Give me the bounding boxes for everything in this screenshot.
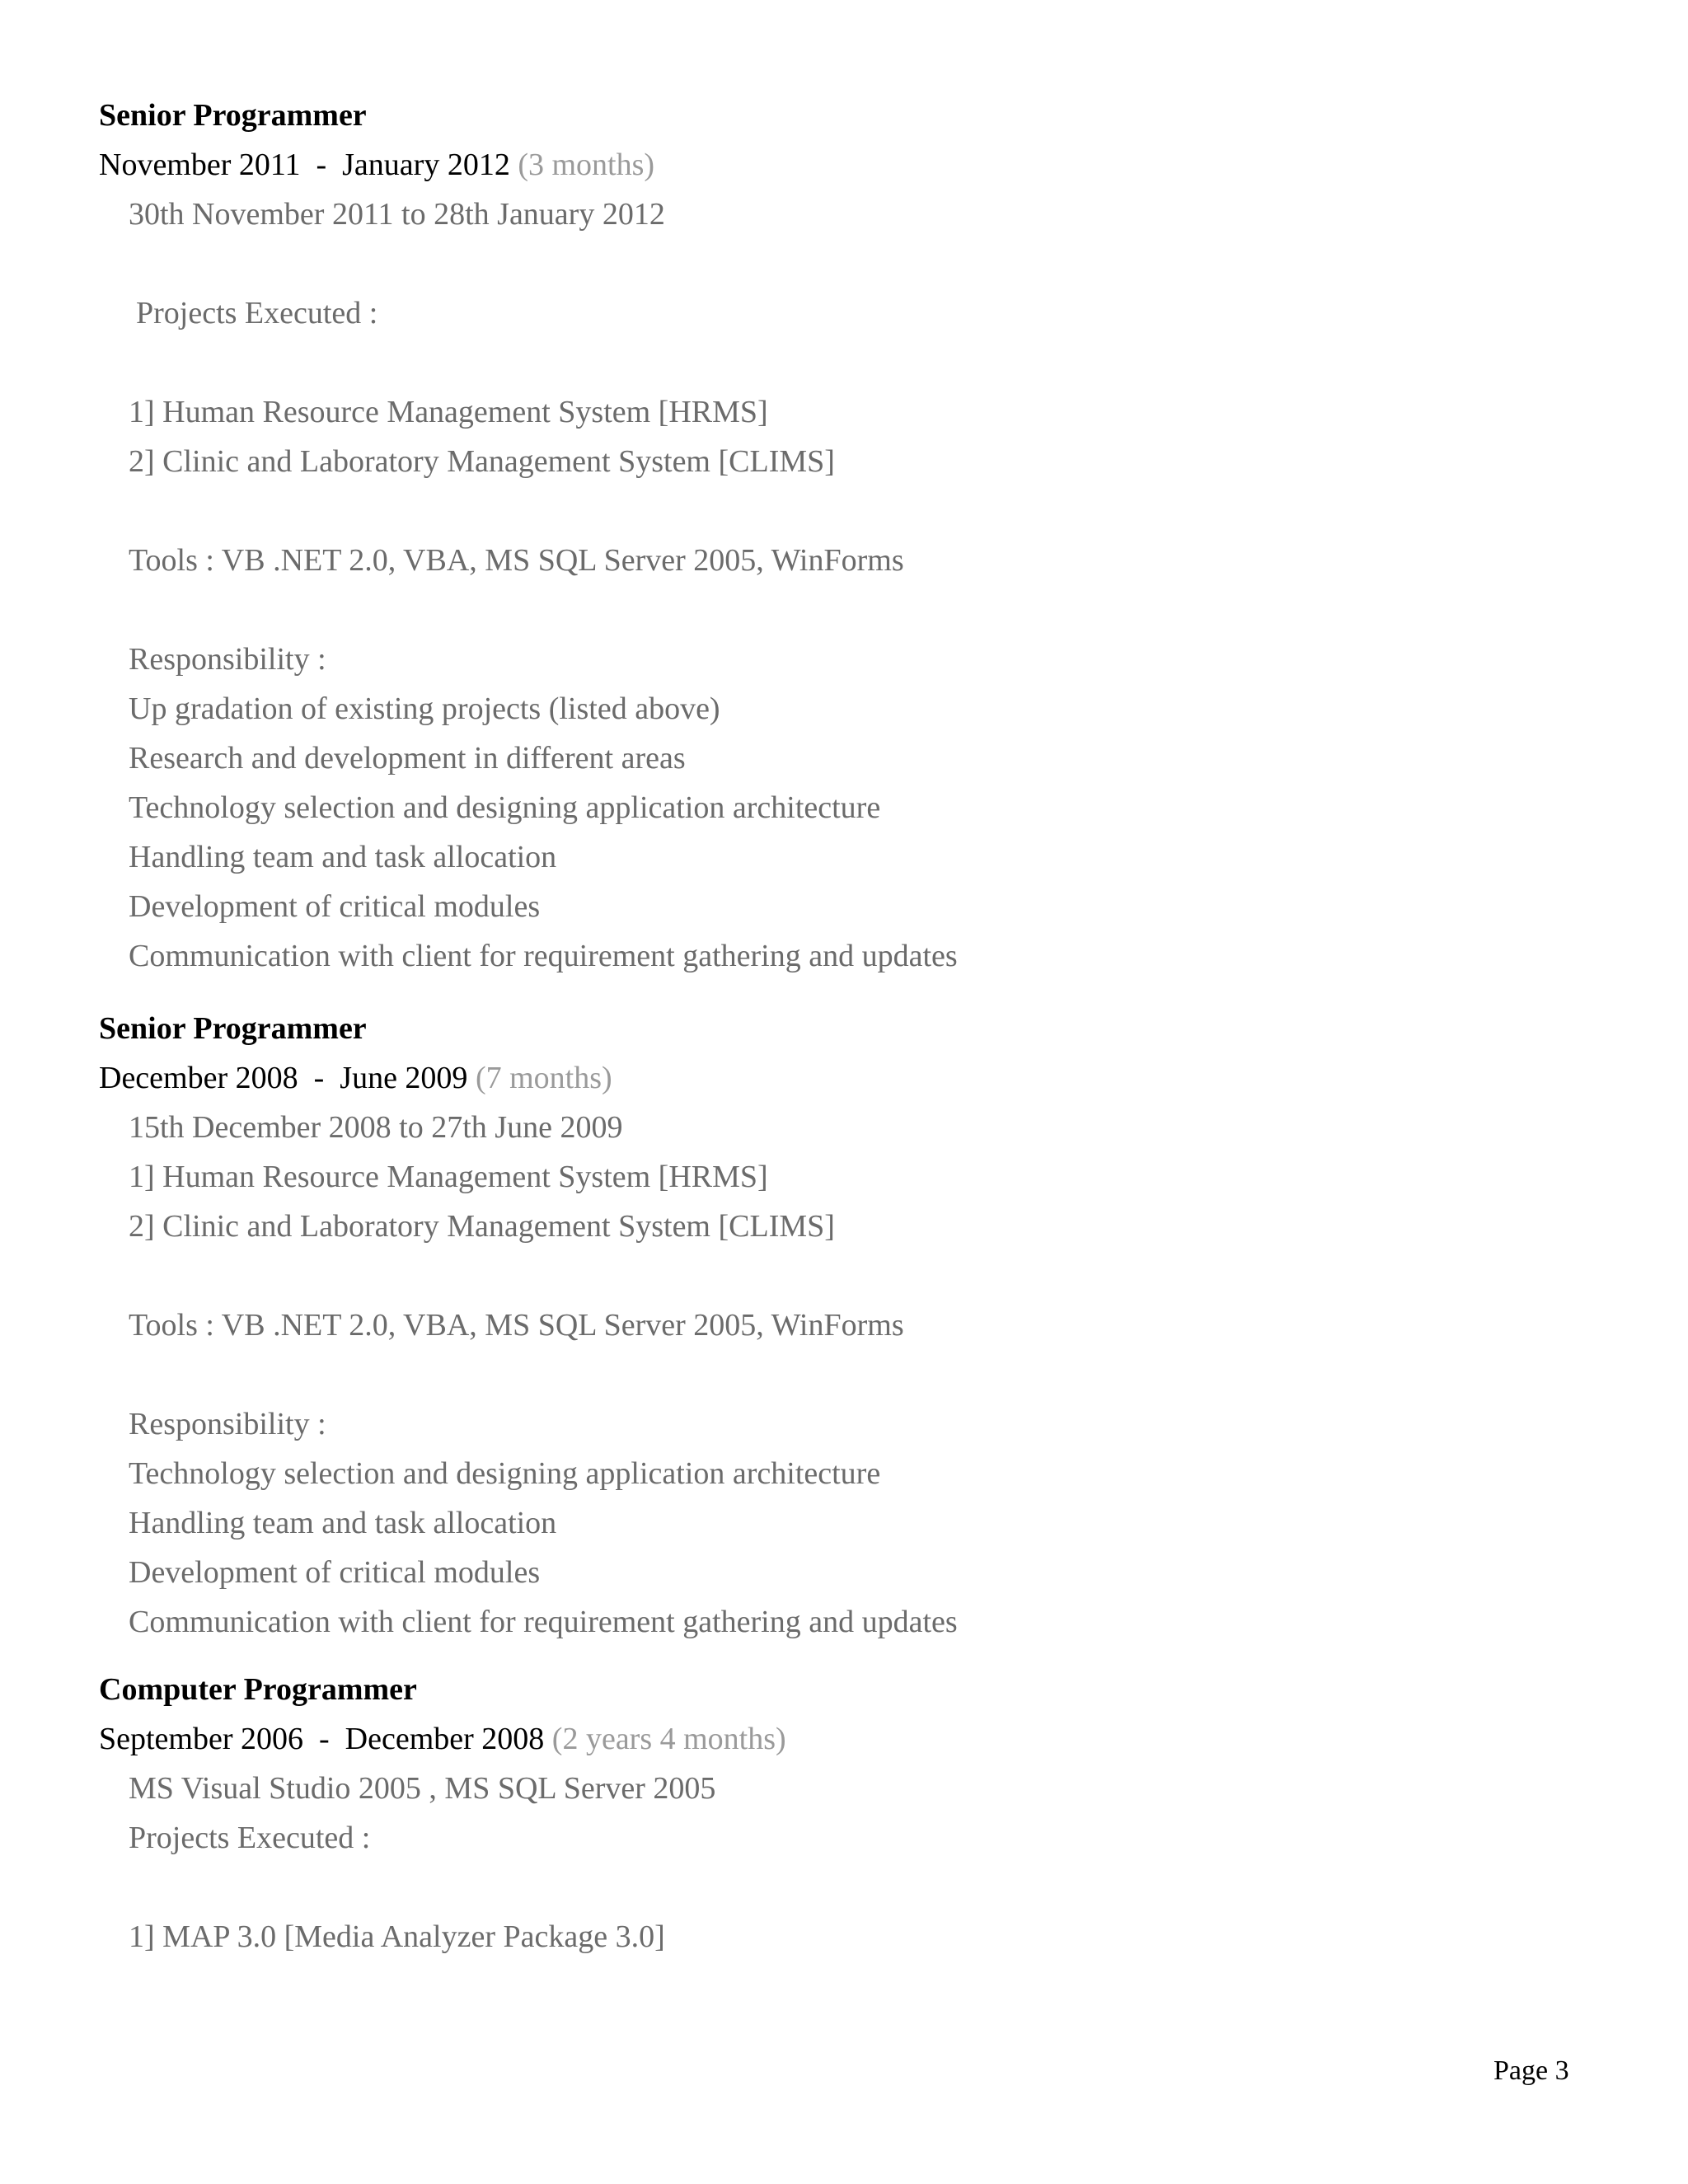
- responsibility-item: Development of critical modules: [129, 889, 541, 924]
- projects-heading: Projects Executed :: [136, 296, 378, 330]
- tools-line: Tools : VB .NET 2.0, VBA, MS SQL Server 2005, WinForms: [129, 1308, 904, 1343]
- responsibility-item: Up gradation of existing projects (listed above): [129, 691, 720, 726]
- responsibility-item: Communication with client for requirement gathering and updates: [129, 1605, 958, 1639]
- responsibility-item: Research and development in different areas: [129, 741, 686, 776]
- responsibility-heading: Responsibility :: [129, 642, 326, 677]
- job-start-date: December 2008: [99, 1061, 298, 1095]
- responsibility-heading: Responsibility :: [129, 1407, 326, 1441]
- blank-line: [99, 1863, 1582, 1912]
- date-separator: -: [319, 1722, 330, 1756]
- projects-heading: Projects Executed :: [129, 1821, 371, 1855]
- job-end-date: December 2008: [345, 1722, 545, 1756]
- project-item: 1] Human Resource Management System [HRMS]: [129, 395, 768, 429]
- date-separator: -: [316, 148, 327, 182]
- job-duration: (2 years 4 months): [551, 1722, 786, 1756]
- job-end-date: January 2012: [342, 148, 510, 182]
- job-duration: (3 months): [518, 148, 655, 182]
- blank-line: [99, 1350, 1582, 1399]
- blank-line: [99, 486, 1582, 536]
- job-start-date: September 2006: [99, 1722, 304, 1756]
- responsibility-item: Communication with client for requirement gathering and updates: [129, 939, 958, 973]
- job-entry: [99, 91, 1582, 981]
- date-separator: -: [313, 1061, 325, 1095]
- blank-line: [99, 585, 1582, 635]
- job-end-date: June 2009: [340, 1061, 468, 1095]
- page-number: Page 3: [1493, 2055, 1569, 2086]
- blank-line: [99, 239, 1582, 288]
- responsibility-item: Handling team and task allocation: [129, 1506, 557, 1540]
- project-item: 1] MAP 3.0 [Media Analyzer Package 3.0]: [129, 1919, 665, 1954]
- responsibility-item: Technology selection and designing application architecture: [129, 790, 881, 825]
- job-entry: [99, 1665, 1582, 1961]
- job-start-date: November 2011: [99, 148, 301, 182]
- job-date-range: [99, 1714, 1582, 1764]
- job-environment: MS Visual Studio 2005 , MS SQL Server 2005: [129, 1771, 716, 1806]
- blank-line: [99, 338, 1582, 387]
- job-title: Computer Programmer: [99, 1672, 417, 1707]
- responsibility-item: Technology selection and designing application architecture: [129, 1456, 881, 1491]
- job-duration: (7 months): [475, 1061, 612, 1095]
- project-item: 1] Human Resource Management System [HRMS]: [129, 1160, 768, 1194]
- job-date-range: [99, 1053, 1582, 1103]
- job-exact-dates: 30th November 2011 to 28th January 2012: [129, 197, 665, 232]
- job-exact-dates: 15th December 2008 to 27th June 2009: [129, 1110, 623, 1145]
- responsibility-item: Handling team and task allocation: [129, 840, 557, 874]
- job-title: Senior Programmer: [99, 1011, 367, 1046]
- project-item: 2] Clinic and Laboratory Management System [CLIMS]: [129, 444, 835, 479]
- project-item: 2] Clinic and Laboratory Management System [CLIMS]: [129, 1209, 835, 1244]
- tools-line: Tools : VB .NET 2.0, VBA, MS SQL Server 2005, WinForms: [129, 543, 904, 578]
- responsibility-item: Development of critical modules: [129, 1555, 541, 1590]
- job-entry: [99, 1004, 1582, 1647]
- job-title: Senior Programmer: [99, 98, 367, 133]
- job-date-range: [99, 140, 1582, 190]
- blank-line: [99, 1251, 1582, 1301]
